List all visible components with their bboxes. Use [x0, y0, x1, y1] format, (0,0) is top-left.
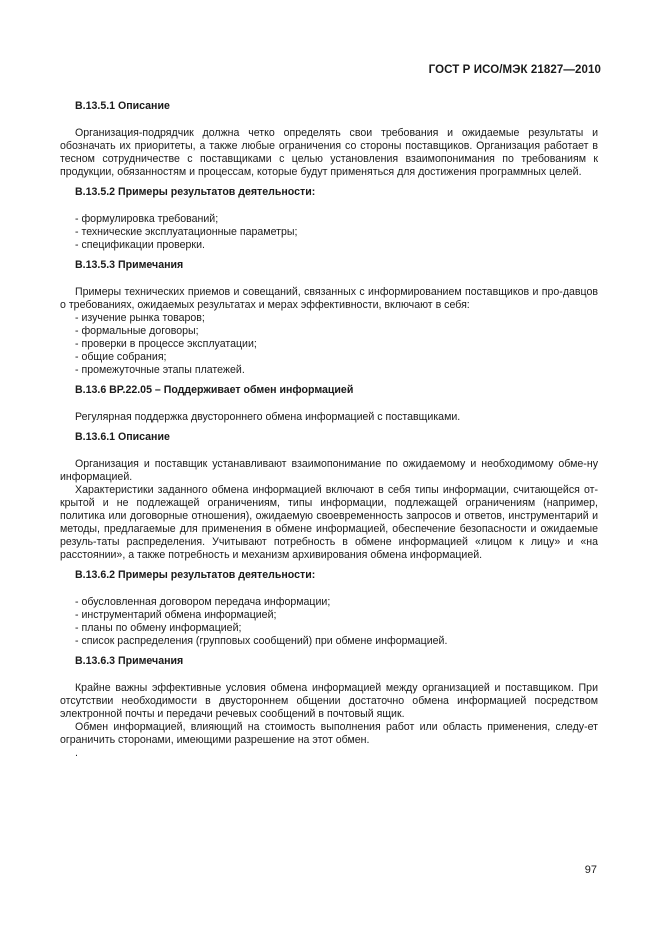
list-item: - промежуточные этапы платежей. — [75, 364, 245, 376]
trailing-mark: . — [75, 747, 78, 759]
list-item: - спецификации проверки. — [75, 239, 205, 251]
section-heading: В.13.5.3 Примечания — [75, 259, 184, 271]
paragraph: Организация и поставщик устанавливают взаимопонимание по ожидаемому и необходимому обме-ну информацией. — [60, 458, 598, 483]
page-number: 97 — [584, 864, 597, 876]
list-item: - планы по обмену информацией; — [75, 622, 242, 634]
section-heading: В.13.6.2 Примеры результатов деятельности: — [75, 569, 316, 581]
list-item: - инструментарий обмена информацией; — [75, 609, 277, 621]
section-heading: В.13.6.3 Примечания — [75, 655, 184, 667]
paragraph: Примеры технических приемов и совещаний, связанных с информированием поставщиков и про-давцов о требованиях, ожидаемых результатах и мерах эффективности, включают в себя: — [60, 286, 598, 311]
section-heading: В.13.6 BP.22.05 – Поддерживает обмен информацией — [75, 384, 354, 396]
document-header: ГОСТ Р ИСО/МЭК 21827—2010 — [428, 64, 601, 76]
list-item: - формулировка требований; — [75, 213, 219, 225]
list-item: - общие собрания; — [75, 351, 167, 363]
list-item: - обусловленная договором передача информации; — [75, 596, 331, 608]
section-heading: В.13.5.2 Примеры результатов деятельности: — [75, 186, 316, 198]
paragraph: Регулярная поддержка двустороннего обмена информацией с поставщиками. — [75, 411, 461, 423]
bullet-list — [60, 213, 598, 252]
paragraph: Организация-подрядчик должна четко определять свои требования и ожидаемые результаты и обозначать их приоритеты, а также любые ограничения со стороны поставщиков. Организация работает в тесном сотрудничестве с поставщиками с целью установления взаимопонимания по требованиям к продукции, обязанностям и процессам, которые будут применяться для достижения программных целей. — [60, 127, 598, 178]
bullet-list — [60, 312, 598, 377]
document-body — [60, 100, 598, 760]
paragraph: Крайне важны эффективные условия обмена информацией между организацией и поставщиком. При отсутствии необходимости в двустороннем общении достаточно обмена информацией посредством электронной почты и передачи речевых сообщений в почтовый ящик. — [60, 682, 598, 720]
paragraph: Характеристики заданного обмена информацией включают в себя типы информации, считающейся от-крытой и не подлежащей ограничениям, типы информации, подлежащей ограничениям (например, политика или договорные отношения), ожидаемую своевременность запросов и ответов, инструментарий и методы, предлагаемые для применения в обмене информацией, обеспечение безопасности и ожидаемые резуль-таты распределения. Учитывают потребность в обмене информацией «лицом к лицу» и «на расстоянии», а также потребность и механизм архивирования обмена информацией. — [60, 484, 598, 561]
list-item: - изучение рынка товаров; — [75, 312, 205, 324]
bullet-list — [60, 596, 598, 648]
paragraph: Обмен информацией, влияющий на стоимость выполнения работ или область применения, следу-ет ограничить сторонами, имеющими разрешение на этот обмен. — [60, 721, 598, 746]
section-heading: В.13.6.1 Описание — [75, 431, 170, 443]
list-item: - технические эксплуатационные параметры; — [75, 226, 298, 238]
section-heading: В.13.5.1 Описание — [75, 100, 170, 112]
list-item: - список распределения (групповых сообщений) при обмене информацией. — [75, 635, 448, 647]
list-item: - формальные договоры; — [75, 325, 199, 337]
list-item: - проверки в процессе эксплуатации; — [75, 338, 257, 350]
